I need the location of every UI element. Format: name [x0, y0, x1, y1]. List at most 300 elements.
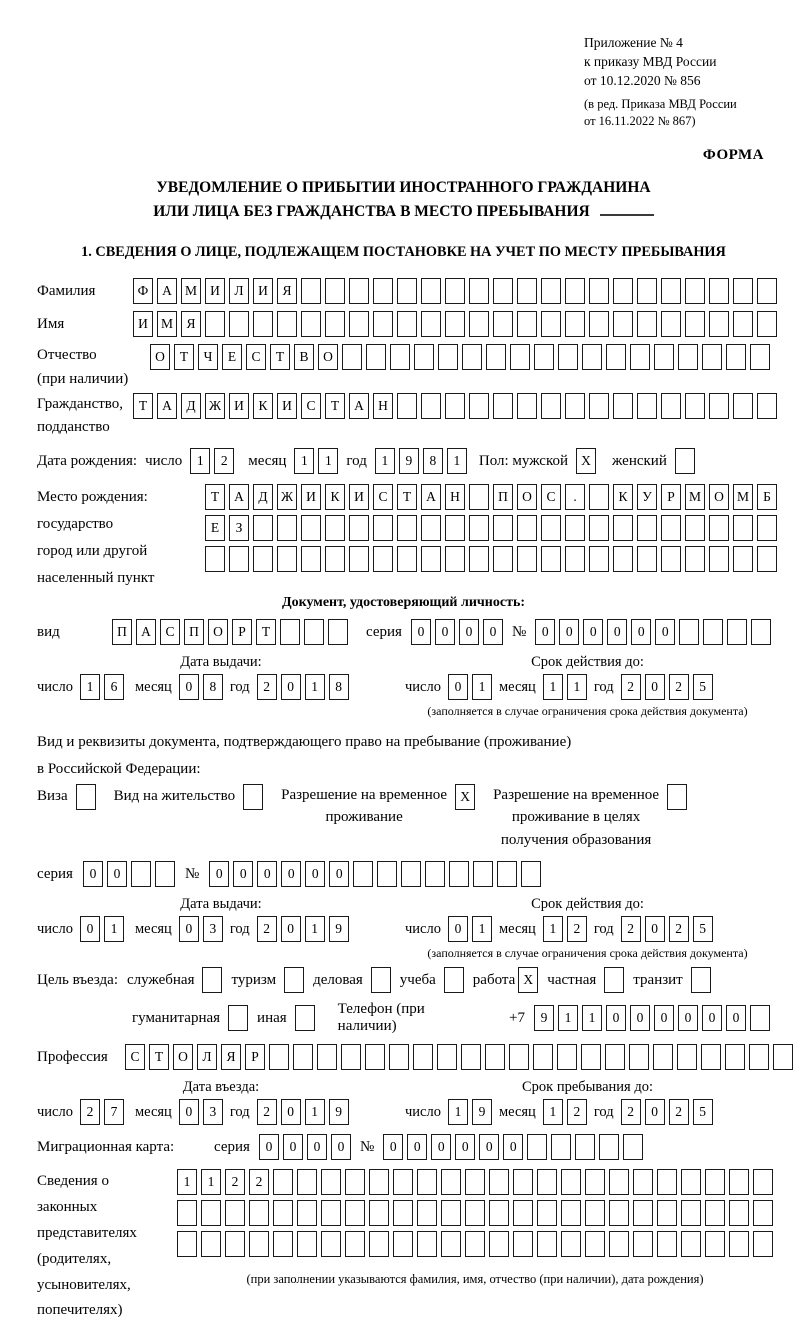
form-cell[interactable] [253, 546, 273, 572]
form-cell[interactable] [661, 393, 681, 419]
form-cell[interactable] [751, 619, 771, 645]
form-cell[interactable] [321, 1200, 341, 1226]
form-cell[interactable]: Я [221, 1044, 241, 1070]
form-cell[interactable]: У [637, 484, 657, 510]
form-cell[interactable]: 0 [645, 916, 665, 942]
form-cell[interactable] [599, 1134, 619, 1160]
form-cell[interactable]: П [493, 484, 513, 510]
form-cell[interactable]: 9 [329, 916, 349, 942]
form-cell[interactable]: И [277, 393, 297, 419]
form-cell[interactable]: 0 [726, 1005, 746, 1031]
form-cell[interactable]: К [325, 484, 345, 510]
form-cell[interactable]: 0 [80, 916, 100, 942]
form-cell[interactable] [201, 1231, 221, 1257]
form-cell[interactable] [284, 967, 304, 993]
form-cell[interactable] [757, 393, 777, 419]
form-cell[interactable]: 1 [567, 674, 587, 700]
form-cell[interactable]: Р [661, 484, 681, 510]
form-cell[interactable]: 1 [543, 1099, 563, 1125]
form-cell[interactable] [685, 278, 705, 304]
form-cell[interactable] [421, 278, 441, 304]
form-cell[interactable] [413, 1044, 433, 1070]
form-cell[interactable] [517, 311, 537, 337]
form-cell[interactable] [534, 344, 554, 370]
form-cell[interactable] [269, 1044, 289, 1070]
form-cell[interactable] [561, 1169, 581, 1195]
form-cell[interactable]: 1 [582, 1005, 602, 1031]
form-cell[interactable] [273, 1231, 293, 1257]
form-cell[interactable] [623, 1134, 643, 1160]
form-cell[interactable]: 0 [411, 619, 431, 645]
form-cell[interactable] [561, 1231, 581, 1257]
form-cell[interactable] [469, 393, 489, 419]
form-cell[interactable] [373, 278, 393, 304]
form-cell[interactable]: П [112, 619, 132, 645]
form-cell[interactable]: И [133, 311, 153, 337]
form-cell[interactable]: 0 [448, 916, 468, 942]
form-cell[interactable]: 5 [693, 674, 713, 700]
form-cell[interactable]: 2 [669, 916, 689, 942]
form-cell[interactable]: 0 [329, 861, 349, 887]
form-cell[interactable] [517, 278, 537, 304]
form-cell[interactable] [489, 1200, 509, 1226]
form-cell[interactable]: 2 [249, 1169, 269, 1195]
form-cell[interactable] [341, 1044, 361, 1070]
form-cell[interactable] [489, 1231, 509, 1257]
form-cell[interactable] [565, 278, 585, 304]
form-cell[interactable] [729, 1169, 749, 1195]
form-cell[interactable] [155, 861, 175, 887]
form-cell[interactable]: 0 [383, 1134, 403, 1160]
form-cell[interactable]: 0 [435, 619, 455, 645]
form-cell[interactable] [773, 1044, 793, 1070]
form-cell[interactable]: 1 [190, 448, 210, 474]
form-cell[interactable] [709, 278, 729, 304]
form-cell[interactable] [565, 515, 585, 541]
form-cell[interactable]: 0 [583, 619, 603, 645]
form-cell[interactable] [414, 344, 434, 370]
form-cell[interactable] [589, 278, 609, 304]
form-cell[interactable]: О [150, 344, 170, 370]
form-cell[interactable] [441, 1200, 461, 1226]
form-cell[interactable]: М [685, 484, 705, 510]
form-cell[interactable] [551, 1134, 571, 1160]
form-cell[interactable]: Р [245, 1044, 265, 1070]
form-cell[interactable]: О [173, 1044, 193, 1070]
form-cell[interactable] [565, 311, 585, 337]
form-cell[interactable]: Т [397, 484, 417, 510]
form-cell[interactable] [585, 1169, 605, 1195]
form-cell[interactable] [733, 546, 753, 572]
form-cell[interactable]: С [541, 484, 561, 510]
form-cell[interactable]: 1 [305, 674, 325, 700]
form-cell[interactable] [709, 515, 729, 541]
form-cell[interactable]: 1 [472, 674, 492, 700]
form-cell[interactable] [469, 311, 489, 337]
form-cell[interactable]: В [294, 344, 314, 370]
form-cell[interactable] [421, 515, 441, 541]
form-cell[interactable]: 2 [621, 1099, 641, 1125]
form-cell[interactable] [589, 311, 609, 337]
form-cell[interactable] [705, 1200, 725, 1226]
form-cell[interactable]: О [318, 344, 338, 370]
form-cell[interactable] [678, 344, 698, 370]
form-cell[interactable] [589, 484, 609, 510]
form-cell[interactable] [321, 1231, 341, 1257]
form-cell[interactable] [473, 861, 493, 887]
form-cell[interactable]: 0 [503, 1134, 523, 1160]
form-cell[interactable] [661, 546, 681, 572]
form-cell[interactable] [685, 515, 705, 541]
form-cell[interactable] [365, 1044, 385, 1070]
form-cell[interactable] [225, 1231, 245, 1257]
form-cell[interactable]: 1 [294, 448, 314, 474]
form-cell[interactable]: 7 [104, 1099, 124, 1125]
form-cell[interactable] [493, 546, 513, 572]
form-cell[interactable]: С [373, 484, 393, 510]
form-cell[interactable] [444, 967, 464, 993]
form-cell[interactable] [702, 344, 722, 370]
form-cell[interactable] [637, 393, 657, 419]
form-cell[interactable] [709, 311, 729, 337]
form-cell[interactable] [228, 1005, 248, 1031]
form-cell[interactable] [537, 1169, 557, 1195]
form-cell[interactable]: . [565, 484, 585, 510]
form-cell[interactable]: Т [270, 344, 290, 370]
form-cell[interactable] [757, 278, 777, 304]
form-cell[interactable] [637, 311, 657, 337]
form-cell[interactable] [325, 515, 345, 541]
form-cell[interactable]: М [733, 484, 753, 510]
form-cell[interactable] [369, 1169, 389, 1195]
form-cell[interactable] [609, 1231, 629, 1257]
form-cell[interactable] [613, 311, 633, 337]
form-cell[interactable]: 1 [558, 1005, 578, 1031]
form-cell[interactable] [425, 861, 445, 887]
form-cell[interactable]: Ф [133, 278, 153, 304]
form-cell[interactable] [328, 619, 348, 645]
form-cell[interactable] [393, 1231, 413, 1257]
form-cell[interactable]: 0 [407, 1134, 427, 1160]
form-cell[interactable] [613, 393, 633, 419]
form-cell[interactable] [461, 1044, 481, 1070]
form-cell[interactable]: 1 [104, 916, 124, 942]
form-cell[interactable]: 2 [669, 674, 689, 700]
form-cell[interactable] [629, 1044, 649, 1070]
form-cell[interactable] [510, 344, 530, 370]
form-cell[interactable]: 2 [621, 916, 641, 942]
form-cell[interactable] [441, 1169, 461, 1195]
form-cell[interactable] [325, 278, 345, 304]
form-cell[interactable] [733, 278, 753, 304]
form-cell[interactable]: 2 [567, 1099, 587, 1125]
form-cell[interactable]: 2 [214, 448, 234, 474]
form-cell[interactable] [637, 546, 657, 572]
form-cell[interactable]: Н [445, 484, 465, 510]
form-cell[interactable]: 1 [305, 1099, 325, 1125]
form-cell[interactable] [273, 1200, 293, 1226]
form-cell[interactable]: 0 [607, 619, 627, 645]
form-cell[interactable]: Т [149, 1044, 169, 1070]
form-cell[interactable] [613, 515, 633, 541]
form-cell[interactable] [537, 1231, 557, 1257]
form-cell[interactable]: 1 [447, 448, 467, 474]
form-cell[interactable]: 8 [329, 674, 349, 700]
form-cell[interactable] [633, 1200, 653, 1226]
form-cell[interactable]: 1 [318, 448, 338, 474]
form-cell[interactable] [438, 344, 458, 370]
form-cell[interactable] [469, 278, 489, 304]
form-cell[interactable] [397, 393, 417, 419]
form-cell[interactable] [421, 546, 441, 572]
form-cell[interactable] [729, 1200, 749, 1226]
form-cell[interactable] [445, 278, 465, 304]
form-cell[interactable]: 9 [534, 1005, 554, 1031]
form-cell[interactable]: Я [277, 278, 297, 304]
form-cell[interactable] [486, 344, 506, 370]
form-cell[interactable]: 0 [559, 619, 579, 645]
form-cell[interactable]: 2 [567, 916, 587, 942]
form-cell[interactable]: С [246, 344, 266, 370]
form-cell[interactable] [76, 784, 96, 810]
form-cell[interactable] [253, 515, 273, 541]
form-cell[interactable]: И [349, 484, 369, 510]
form-cell[interactable] [750, 344, 770, 370]
form-cell[interactable]: 1 [472, 916, 492, 942]
form-cell[interactable]: 1 [80, 674, 100, 700]
form-cell[interactable] [371, 967, 391, 993]
form-cell[interactable] [582, 344, 602, 370]
form-cell[interactable]: О [208, 619, 228, 645]
form-cell[interactable] [249, 1231, 269, 1257]
form-cell[interactable] [229, 546, 249, 572]
form-cell[interactable] [397, 546, 417, 572]
form-cell[interactable]: Р [232, 619, 252, 645]
form-cell[interactable]: 0 [283, 1134, 303, 1160]
form-cell[interactable] [513, 1200, 533, 1226]
form-cell[interactable] [589, 546, 609, 572]
form-cell[interactable]: 0 [179, 1099, 199, 1125]
form-cell[interactable]: 0 [645, 1099, 665, 1125]
form-cell[interactable] [541, 515, 561, 541]
form-cell[interactable] [417, 1169, 437, 1195]
form-cell[interactable]: Е [222, 344, 242, 370]
form-cell[interactable]: 0 [630, 1005, 650, 1031]
form-cell[interactable] [661, 278, 681, 304]
form-cell[interactable] [509, 1044, 529, 1070]
form-cell[interactable]: С [160, 619, 180, 645]
form-cell[interactable] [397, 515, 417, 541]
form-cell[interactable] [654, 344, 674, 370]
form-cell[interactable]: 0 [645, 674, 665, 700]
form-cell[interactable] [709, 546, 729, 572]
form-cell[interactable]: С [301, 393, 321, 419]
form-cell[interactable]: Я [181, 311, 201, 337]
form-cell[interactable] [177, 1231, 197, 1257]
form-cell[interactable]: М [157, 311, 177, 337]
form-cell[interactable] [685, 393, 705, 419]
form-cell[interactable] [753, 1169, 773, 1195]
form-cell[interactable] [705, 1169, 725, 1195]
form-cell[interactable] [277, 311, 297, 337]
form-cell[interactable] [280, 619, 300, 645]
form-cell[interactable]: А [136, 619, 156, 645]
form-cell[interactable] [513, 1169, 533, 1195]
form-cell[interactable]: Т [325, 393, 345, 419]
form-cell[interactable]: 1 [543, 916, 563, 942]
form-cell[interactable] [493, 311, 513, 337]
form-cell[interactable] [445, 546, 465, 572]
form-cell[interactable]: 0 [307, 1134, 327, 1160]
form-cell[interactable]: 0 [233, 861, 253, 887]
form-cell[interactable] [225, 1200, 245, 1226]
form-cell[interactable]: 0 [281, 1099, 301, 1125]
form-cell[interactable] [205, 546, 225, 572]
form-cell[interactable]: 0 [702, 1005, 722, 1031]
form-cell[interactable] [437, 1044, 457, 1070]
form-cell[interactable]: Е [205, 515, 225, 541]
form-cell[interactable]: 8 [423, 448, 443, 474]
form-cell[interactable]: 0 [678, 1005, 698, 1031]
form-cell[interactable] [345, 1231, 365, 1257]
form-cell[interactable] [561, 1200, 581, 1226]
form-cell[interactable] [681, 1200, 701, 1226]
form-cell[interactable]: 0 [179, 674, 199, 700]
form-cell[interactable] [701, 1044, 721, 1070]
form-cell[interactable]: А [349, 393, 369, 419]
form-cell[interactable] [465, 1200, 485, 1226]
form-cell[interactable] [366, 344, 386, 370]
form-cell[interactable] [675, 448, 695, 474]
form-cell[interactable] [613, 546, 633, 572]
form-cell[interactable]: 0 [209, 861, 229, 887]
form-cell[interactable] [709, 393, 729, 419]
form-cell[interactable]: Ж [205, 393, 225, 419]
form-cell[interactable]: 0 [83, 861, 103, 887]
form-cell[interactable]: 0 [331, 1134, 351, 1160]
form-cell[interactable] [485, 1044, 505, 1070]
form-cell[interactable] [609, 1169, 629, 1195]
form-cell[interactable] [557, 1044, 577, 1070]
form-cell[interactable]: 1 [375, 448, 395, 474]
form-cell[interactable] [653, 1044, 673, 1070]
form-cell[interactable]: И [229, 393, 249, 419]
form-cell[interactable] [445, 515, 465, 541]
form-cell[interactable]: 0 [655, 619, 675, 645]
form-cell[interactable] [325, 311, 345, 337]
form-cell[interactable] [449, 861, 469, 887]
form-cell[interactable] [677, 1044, 697, 1070]
form-cell[interactable] [630, 344, 650, 370]
form-cell[interactable] [393, 1200, 413, 1226]
form-cell[interactable] [397, 278, 417, 304]
form-cell[interactable]: Н [373, 393, 393, 419]
form-cell[interactable] [465, 1231, 485, 1257]
form-cell[interactable]: М [181, 278, 201, 304]
form-cell[interactable] [517, 393, 537, 419]
form-cell[interactable]: 0 [459, 619, 479, 645]
form-cell[interactable] [493, 278, 513, 304]
form-cell[interactable]: X [576, 448, 596, 474]
form-cell[interactable] [349, 278, 369, 304]
form-cell[interactable] [393, 1169, 413, 1195]
form-cell[interactable]: 2 [257, 674, 277, 700]
form-cell[interactable]: 9 [472, 1099, 492, 1125]
form-cell[interactable]: 0 [281, 674, 301, 700]
form-cell[interactable]: К [253, 393, 273, 419]
form-cell[interactable]: Д [181, 393, 201, 419]
form-cell[interactable] [493, 393, 513, 419]
form-cell[interactable] [613, 278, 633, 304]
form-cell[interactable]: П [184, 619, 204, 645]
form-cell[interactable] [345, 1200, 365, 1226]
form-cell[interactable]: И [205, 278, 225, 304]
form-cell[interactable]: К [613, 484, 633, 510]
form-cell[interactable] [373, 546, 393, 572]
form-cell[interactable] [249, 1200, 269, 1226]
form-cell[interactable]: О [517, 484, 537, 510]
form-cell[interactable]: 1 [201, 1169, 221, 1195]
form-cell[interactable] [705, 1231, 725, 1257]
form-cell[interactable] [725, 1044, 745, 1070]
form-cell[interactable]: 0 [281, 916, 301, 942]
form-cell[interactable] [541, 311, 561, 337]
form-cell[interactable]: И [253, 278, 273, 304]
form-cell[interactable] [377, 861, 397, 887]
form-cell[interactable] [541, 278, 561, 304]
form-cell[interactable] [205, 311, 225, 337]
form-cell[interactable]: 9 [329, 1099, 349, 1125]
form-cell[interactable]: А [157, 393, 177, 419]
form-cell[interactable] [417, 1200, 437, 1226]
form-cell[interactable]: 1 [305, 916, 325, 942]
form-cell[interactable] [397, 311, 417, 337]
form-cell[interactable] [301, 311, 321, 337]
form-cell[interactable]: 0 [606, 1005, 626, 1031]
form-cell[interactable] [517, 546, 537, 572]
form-cell[interactable] [589, 393, 609, 419]
form-cell[interactable] [469, 515, 489, 541]
form-cell[interactable] [585, 1231, 605, 1257]
form-cell[interactable] [317, 1044, 337, 1070]
form-cell[interactable]: А [157, 278, 177, 304]
form-cell[interactable] [417, 1231, 437, 1257]
form-cell[interactable]: 0 [535, 619, 555, 645]
form-cell[interactable] [605, 1044, 625, 1070]
form-cell[interactable]: 2 [257, 916, 277, 942]
form-cell[interactable]: 2 [225, 1169, 245, 1195]
form-cell[interactable]: Б [757, 484, 777, 510]
form-cell[interactable] [726, 344, 746, 370]
form-cell[interactable]: 0 [479, 1134, 499, 1160]
form-cell[interactable] [462, 344, 482, 370]
form-cell[interactable]: 5 [693, 916, 713, 942]
form-cell[interactable] [637, 278, 657, 304]
form-cell[interactable] [637, 515, 657, 541]
form-cell[interactable] [469, 484, 489, 510]
form-cell[interactable] [373, 311, 393, 337]
form-cell[interactable]: 2 [669, 1099, 689, 1125]
form-cell[interactable] [301, 278, 321, 304]
form-cell[interactable]: О [709, 484, 729, 510]
form-cell[interactable] [441, 1231, 461, 1257]
form-cell[interactable] [757, 546, 777, 572]
form-cell[interactable] [633, 1169, 653, 1195]
form-cell[interactable]: 1 [448, 1099, 468, 1125]
form-cell[interactable] [390, 344, 410, 370]
form-cell[interactable] [277, 515, 297, 541]
form-cell[interactable]: 3 [203, 1099, 223, 1125]
